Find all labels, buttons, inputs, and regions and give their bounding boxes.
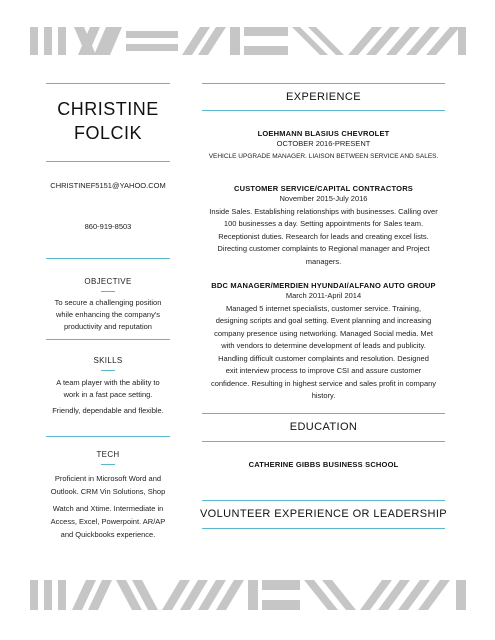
job-description-line: confidence. Resulting in highest service and sales profit in company xyxy=(210,378,437,388)
tech-heading: TECH xyxy=(96,450,120,459)
objective-top-rule xyxy=(46,258,170,259)
education-school: CATHERINE GIBBS BUSINESS SCHOOL xyxy=(248,460,399,469)
tech-text xyxy=(30,472,186,541)
tech-line: and Quickbooks experience. xyxy=(60,530,156,539)
job-description-line: Directing customer complaints to Regional manager and Project xyxy=(217,244,430,253)
job-entry xyxy=(196,184,451,268)
skills-line: work in a fast pace setting. xyxy=(63,390,153,399)
candidate-email: CHRISTINEF5151@YAHOO.COM xyxy=(50,181,166,190)
job-description-line: 100 businesses a day. Setting appointments for Sales team. xyxy=(223,219,424,228)
volunteer-top-rule xyxy=(202,500,445,501)
skills-line: Friendly, dependable and flexible. xyxy=(52,406,164,415)
candidate-phone: 860-919-8503 xyxy=(84,222,132,231)
tech-line: Outlook. CRM Vin Solutions, Shop xyxy=(50,487,166,496)
experience-top-rule xyxy=(202,83,445,84)
experience-bottom-rule xyxy=(202,110,445,111)
tech-accent-rule xyxy=(101,464,115,465)
tech-top-rule xyxy=(46,436,170,437)
job-description-line: Inside Sales. Establishing relationships with businesses. Calling over xyxy=(209,206,438,216)
job-dates: November 2015-July 2016 xyxy=(279,194,368,203)
education-heading: EDUCATION xyxy=(289,421,358,433)
job-description-line: Managed 5 internet specialists, customer service. Training, xyxy=(225,303,422,313)
volunteer-bottom-rule xyxy=(202,528,445,529)
job-description-line: Receptionist duties. Research for leads and creating excel lists. xyxy=(218,231,429,241)
candidate-name xyxy=(46,97,170,145)
candidate-first-name: CHRISTINE xyxy=(57,99,159,119)
job-description-line: company presence using networking. Managed Social media. Met xyxy=(214,328,433,338)
job-dates: OCTOBER 2016-PRESENT xyxy=(276,139,371,148)
tech-line: Watch and Xtime. Intermediate in xyxy=(52,504,164,513)
job-entry xyxy=(196,281,451,403)
objective-text xyxy=(30,297,186,333)
volunteer-heading: VOLUNTEER EXPERIENCE OR LEADERSHIP xyxy=(199,508,448,520)
decorative-top-band xyxy=(30,27,466,55)
name-top-rule xyxy=(46,83,170,84)
tech-line: Proficient in Microsoft Word and xyxy=(54,474,162,483)
job-description-line: with vendors to determine development of leads and publicity. xyxy=(221,341,426,350)
experience-heading: EXPERIENCE xyxy=(286,91,361,103)
job-description-line: Handling difficult customer complaints and resolution. Designed xyxy=(218,353,429,363)
candidate-last-name: FOLCIK xyxy=(73,123,142,143)
job-description-line: VEHICLE UPGRADE MANAGER. LIAISON BETWEEN SERVICE AND SALES. xyxy=(208,152,439,160)
job-title: CUSTOMER SERVICE/CAPITAL CONTRACTORS xyxy=(233,184,414,193)
skills-text xyxy=(30,377,186,417)
skills-heading: SKILLS xyxy=(93,356,123,365)
skills-top-rule xyxy=(46,339,170,340)
objective-heading: OBJECTIVE xyxy=(84,277,132,286)
skills-line: A team player with the ability to xyxy=(56,378,160,387)
job-description-line: history. xyxy=(311,391,336,400)
tech-line: Access, Excel, Powerpoint. AR/AP xyxy=(50,517,166,526)
job-title: BDC MANAGER/MERDIEN HYUNDAI/ALFANO AUTO GROUP xyxy=(211,281,436,290)
objective-line: while enhancing the company's xyxy=(56,310,160,319)
skills-accent-rule xyxy=(101,370,115,371)
job-entry xyxy=(196,129,451,163)
job-dates: March 2011-April 2014 xyxy=(285,291,362,300)
objective-line: productivity and reputation xyxy=(64,322,152,331)
objective-accent-rule xyxy=(101,291,115,292)
job-description-line: managers. xyxy=(305,256,342,266)
job-description-line: exit interview process to improve CSI and assure customer xyxy=(225,366,422,375)
job-description-line: designing scripts and goal setting. Event planning and increasing xyxy=(215,316,432,325)
decorative-bottom-band xyxy=(30,580,466,610)
name-bottom-rule xyxy=(46,161,170,162)
education-bottom-rule xyxy=(202,441,445,442)
education-top-rule xyxy=(202,413,445,414)
job-title: LOEHMANN BLASIUS CHEVROLET xyxy=(257,129,390,138)
objective-line: To secure a challenging position xyxy=(54,298,162,307)
